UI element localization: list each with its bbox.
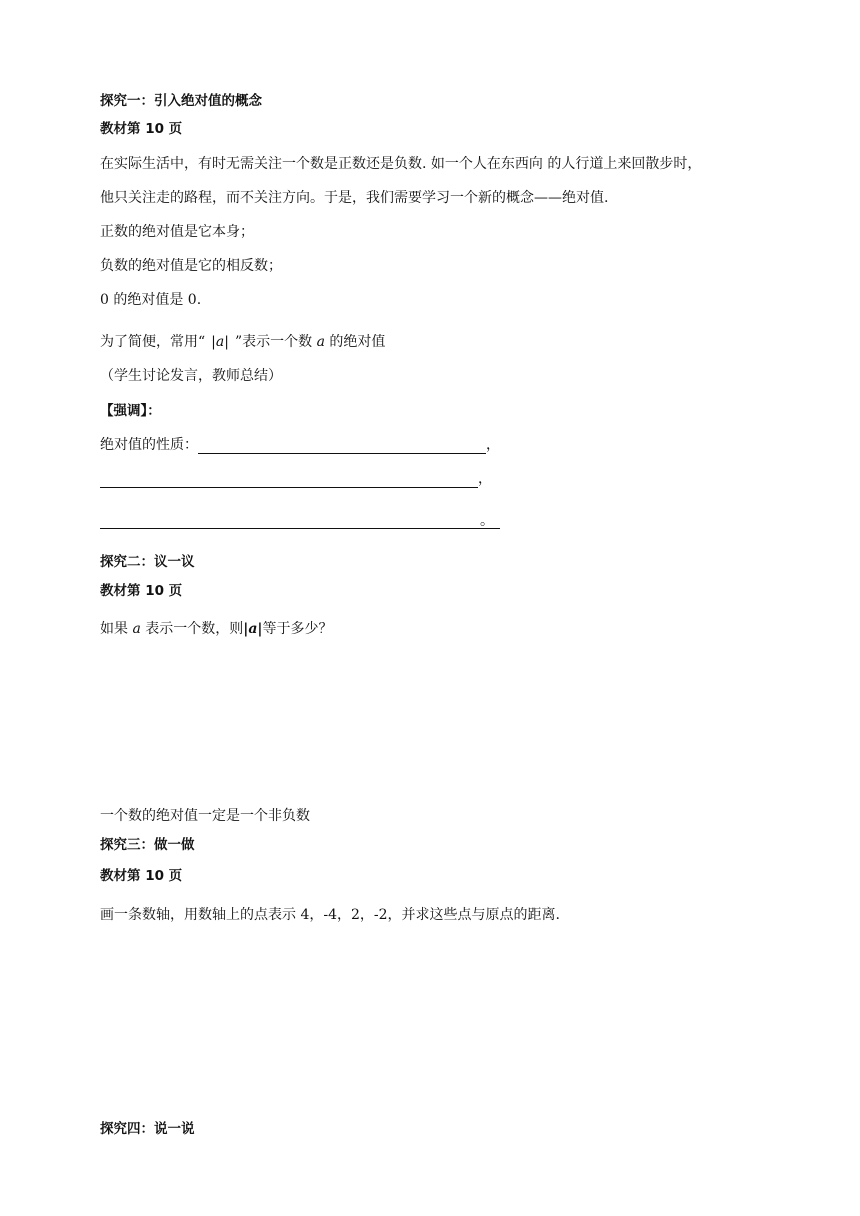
blank-comma-1: ， [486, 437, 500, 453]
rule-positive: 正数的绝对值是它本身； [100, 224, 254, 240]
property-line2 [100, 470, 492, 488]
blank-period: 。 [480, 513, 494, 529]
section3-title: 探究三：做一做 [100, 837, 195, 853]
discussion-note: （学生讨论发言，教师总结） [100, 368, 282, 384]
fill-blank-2[interactable] [100, 471, 478, 488]
rule-zero: 0 的绝对值是 0. [100, 292, 202, 308]
question-post: 等于多少？ [262, 621, 333, 637]
notation-pre: 为了简便，常用“ [100, 334, 206, 350]
property-label: 绝对值的性质： [100, 437, 198, 453]
emphasis-label: 【强调】： [100, 403, 161, 419]
notation-mid: ”表示一个数 [234, 334, 317, 350]
question-pre: 如果 [100, 621, 133, 637]
section3-task: 画一条数轴，用数轴上的点表示 4，-4，2，-2，并求这些点与原点的距离. [100, 907, 560, 923]
section1-title: 探究一：引入绝对值的概念 [100, 93, 262, 109]
section2-textbook-ref: 教材第 10 页 [100, 583, 183, 599]
section1-paragraph-line1: 在实际生活中，有时无需关注一个数是正数还是负数. 如一个人在东西向 的人行道上来回散步时， [100, 156, 702, 172]
fill-blank-1[interactable] [198, 437, 486, 454]
property-line1 [100, 436, 500, 454]
section1-paragraph-line2: 他只关注走的路程，而不关注方向。于是，我们需要学习一个新的概念——绝对值. [100, 190, 609, 206]
question-abs-symbol: |a| [243, 621, 263, 637]
section3-textbook-ref: 教材第 10 页 [100, 868, 183, 884]
property-line3 [100, 511, 500, 529]
section1-textbook-ref: 教材第 10 页 [100, 121, 183, 137]
abs-a-symbol: |a| [211, 334, 229, 350]
question-variable-a: a [132, 621, 141, 637]
section2-title: 探究二：议一议 [100, 554, 195, 570]
section4-title: 探究四：说一说 [100, 1121, 195, 1137]
rule-negative: 负数的绝对值是它的相反数； [100, 258, 282, 274]
section2-question [100, 620, 333, 638]
notation-post: 的绝对值 [324, 334, 386, 350]
section2-conclusion: 一个数的绝对值一定是一个非负数 [100, 808, 310, 824]
notation-sentence [100, 333, 385, 351]
blank-comma-2: ， [478, 471, 492, 487]
question-mid: 表示一个数，则 [140, 621, 244, 637]
fill-blank-3[interactable] [100, 512, 500, 529]
variable-a: a [316, 334, 325, 350]
